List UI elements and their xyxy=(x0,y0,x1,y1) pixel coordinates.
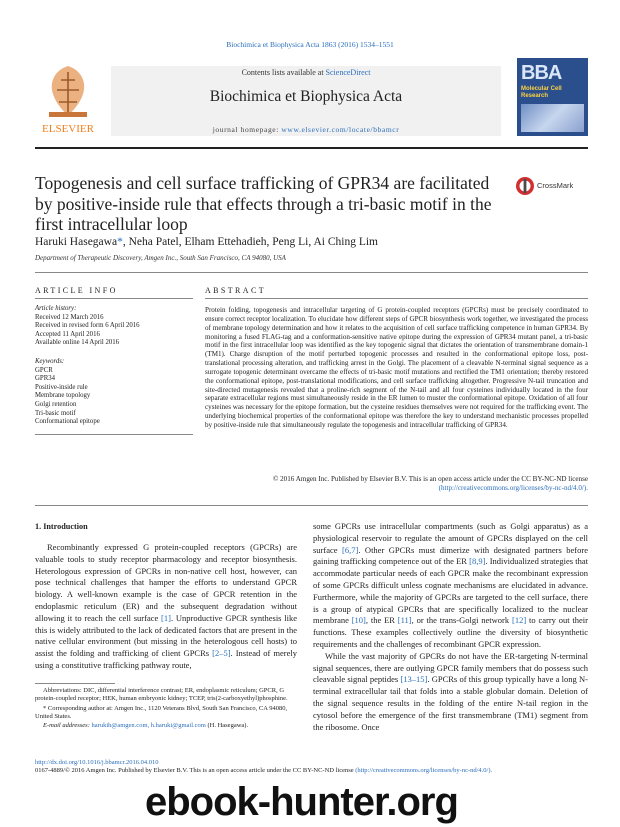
citation-link[interactable]: [2–5] xyxy=(212,648,231,659)
body-text: . Unproductive GPCR synthesis like this is widely attributed to the lack of dedicated factors that are present in the native cellular environment (but missing in the heterologous cell hosts) to assist the folding and trafficking of client GPCRs xyxy=(35,612,297,659)
keyword: Tri-basic motif xyxy=(35,409,76,417)
sciencedirect-link[interactable]: ScienceDirect xyxy=(325,68,371,77)
history-item: Received 12 March 2016 xyxy=(35,313,104,321)
contents-line xyxy=(111,68,501,77)
divider xyxy=(35,434,193,435)
footer-license-text: 0167-4889/© 2016 Amgen Inc. Published by Elsevier B.V. This is an open access article under the CC BY-NC-ND license xyxy=(35,767,356,774)
footer-license xyxy=(35,767,492,774)
cover-subtitle-2: Research xyxy=(521,93,549,99)
elsevier-logo[interactable] xyxy=(35,58,101,136)
body-text: . Instead of merely using a constitutive trafficking pathway route, xyxy=(35,648,297,670)
email-label: E-mail addresses: xyxy=(43,722,90,730)
keyword: Golgi retention xyxy=(35,400,77,408)
citation-link[interactable]: [13–15] xyxy=(400,674,428,685)
copyright-text: © 2016 Amgen Inc. Published by Elsevier B.V. This is an open access article under the CC BY-NC-ND license xyxy=(272,475,588,483)
homepage-prefix: journal homepage: xyxy=(212,125,279,134)
email-suffix: (H. Hasegawa). xyxy=(205,722,249,730)
journal-header xyxy=(35,58,588,142)
contents-prefix: Contents lists available at xyxy=(241,68,324,77)
keyword: Positive-inside rule xyxy=(35,383,88,391)
body-text: , the ER xyxy=(365,615,398,626)
email-links[interactable]: harukih@amgen.com, h.haruki@gmail.com xyxy=(91,722,206,730)
author-list xyxy=(35,236,378,248)
watermark: ebook-hunter.org xyxy=(145,780,458,824)
abstract-heading: ABSTRACT xyxy=(205,286,266,295)
homepage-link[interactable]: www.elsevier.com/locate/bbamcr xyxy=(281,125,400,134)
citation-link[interactable]: [12] xyxy=(511,615,527,626)
abstract-text: Protein folding, topogenesis and intracellular targeting of G protein-coupled receptors (GPCRs) must be precisely coordinated to ensure correct receptor localization. To elucidate how different steps of GPCR biosynthesis work together, we investigated the process of membrane topology determination and how it relates to the acquisition of cell surface trafficking competence in human GPR34. By monitoring a fused FLAG-tag and a conformation-sensitive native epitope during the expression of GPR34 mutant panel, a tri-basic motif in the first intracellular loop was identified as the key topogenic signal that dictates the orientation of transmembrane domain-1 (TM1). Charge disruption of the motif perturbed topogenic processes and resulted in the conformational epitope loss, post-translational processing alteration, and trafficking arrest in the Golgi. The placement of a cleavable N-terminal signal sequence as a surrogate topogenic determinant overcame the effects of tri-basic motif mutations and rectified the TM1 orientation; thereby restored the conformational epitope, post-translational modifications, and cell surface trafficking altogether. Progressive N-tail truncation and site-directed mutagenesis revealed that a proline-rich segment of the N-tail and all four cysteines individually located in the four separate extracellular regions must simultaneously reside in the ER lumen to muster the conformational epitope. Oxidation of all four cysteines was necessary for the epitope formation, but the cysteine residues themselves were not required for the trafficking event. The underlying biochemical properties of the conformational epitope was therefore the key to understand mechanistic processes propelled by positive-inside rule that simultaneously regulate the topogenesis and intracellular trafficking of GPR34. xyxy=(205,306,588,429)
divider xyxy=(35,505,588,506)
body-text: . GPCRs of this group typically have a long N-terminal extracellular tail that folds into a stable globular domain. Deletion of the signal sequence results in the folding of the entire N-tail region in the cytosol before the emergence of the first transmembrane (TM1) segment from the ribosome. Once xyxy=(313,674,588,732)
article-info-heading: ARTICLE INFO xyxy=(35,286,118,295)
body-text: While the vast majority of GPCRs do not have the ER-targeting N-terminal signal sequences, there are outlying GPCR family members that do possess such cleavable signal peptides xyxy=(313,650,588,685)
section-heading: 1. Introduction xyxy=(35,522,88,531)
co-authors: , Neha Patel, Elham Ettehadieh, Peng Li, Ai Ching Lim xyxy=(122,236,379,248)
body-text: to carry out their functions. These examples collectively outline the diversity of biosynthetic requirements and the challenges of recombinant GPCR expression. xyxy=(313,615,589,649)
keyword: Conformational epitope xyxy=(35,418,100,426)
crossmark-badge[interactable] xyxy=(515,176,595,198)
keywords-label: Keywords: xyxy=(35,357,65,365)
body-column-right xyxy=(313,521,588,733)
keyword: GPR34 xyxy=(35,375,56,383)
footnote-divider xyxy=(35,683,115,684)
citation-link[interactable]: [6,7] xyxy=(342,544,359,555)
corresponding-author-mark[interactable]: * xyxy=(117,236,123,248)
body-text: some GPCRs use intracellular compartments (such as Golgi apparatus) as a physiological reservoir to regulate the amount of GPCRs displayed on the cell surface xyxy=(313,521,588,555)
history-item: Accepted 11 April 2016 xyxy=(35,330,100,338)
keyword: Membrane topology xyxy=(35,392,91,400)
svg-text:ELSEVIER: ELSEVIER xyxy=(42,123,94,135)
citation-link[interactable]: [8,9] xyxy=(469,556,486,567)
journal-reference[interactable]: Biochimica et Biophysica Acta 1863 (2016) 1534–1551 xyxy=(226,40,394,49)
keyword: GPCR xyxy=(35,366,53,374)
header-divider xyxy=(35,147,588,149)
history-label: Article history: xyxy=(35,305,77,312)
cover-subtitle xyxy=(521,86,562,100)
journal-cover-image xyxy=(517,58,588,136)
corresponding-author-note: * Corresponding author at: Amgen Inc., 1120 Veterans Blvd, South San Francisco, CA 94080, United States. xyxy=(35,704,288,720)
license-link[interactable]: (http://creativecommons.org/licenses/by-nc-nd/4.0/). xyxy=(438,483,588,492)
affiliation: Department of Therapeutic Discovery, Amgen Inc., South San Francisco, CA 94080, USA xyxy=(35,254,286,262)
body-text: , or the trans-Golgi network xyxy=(411,615,512,626)
journal-homepage xyxy=(111,125,501,134)
history-item: Available online 14 April 2016 xyxy=(35,339,120,347)
doi-link[interactable]: http://dx.doi.org/10.1016/j.bbamcr.2016.04.010 xyxy=(35,759,159,766)
abstract-copyright xyxy=(205,475,588,493)
citation-link[interactable]: [11] xyxy=(397,615,412,626)
divider xyxy=(205,298,588,299)
divider xyxy=(35,298,193,299)
cover-subtitle-1: Molecular Cell xyxy=(521,86,562,92)
article-title: Topogenesis and cell surface trafficking of GPR34 are facilitated by positive-inside rule that effects through a tri-basic motif in the first intracellular loop xyxy=(35,173,492,234)
abbreviations-note: Abbreviations: DIC, differential interference contrast; ER, endoplasmic reticulum; GPCR, G protein-coupled receptor; HEK, human embryonic kidney; TCEP, tris(2-carboxyethyl)phosphine. xyxy=(35,687,288,703)
body-column-left xyxy=(35,542,297,672)
email-note xyxy=(35,722,297,730)
crossmark-icon xyxy=(515,176,535,196)
body-text: . Individualized strategies that accommodate particular needs of each GPCR make the recombinant expression of some GPCRs difficult unless cognate mechanisms are elucidated in advance. Furthermore, while the majority of GPCRs are targeted to the cell surface, there is a group of atypical GPCRs that are specifically localized to the nuclear membrane xyxy=(313,556,588,626)
article-info xyxy=(35,305,193,427)
body-text: . Other GPCRs must dimerize with designated partners before gaining trafficking competence out of the ER xyxy=(313,544,588,567)
journal-title: Biochimica et Biophysica Acta xyxy=(209,88,403,105)
cover-artwork xyxy=(521,104,584,132)
footnotes xyxy=(35,687,297,731)
cover-title: BBA xyxy=(521,62,562,84)
citation-link[interactable]: [10] xyxy=(351,615,366,626)
divider xyxy=(35,272,588,273)
crossmark-label: CrossMark xyxy=(537,181,574,190)
footer-license-link[interactable]: (http://creativecommons.org/licenses/by-nc-nd/4.0/). xyxy=(355,767,493,774)
body-text: Recombinantly expressed G protein-coupled receptors (GPCRs) are valuable tools to study receptor pharmacology and receptor biosynthesis. Heterologous expression of GPCRs in non-native cell host, however, can pose technical challenges that hamper the efforts to understand GPCR biology. A well-known example is the case of GPCR retention in the endoplasmic reticulum (ER) and the subsequent degradation without allowing it to reach the cell surface xyxy=(35,542,297,623)
first-author: Haruki Hasegawa xyxy=(35,236,118,248)
citation-link[interactable]: [1] xyxy=(161,612,171,623)
history-item: Received in revised form 6 April 2016 xyxy=(35,322,140,330)
